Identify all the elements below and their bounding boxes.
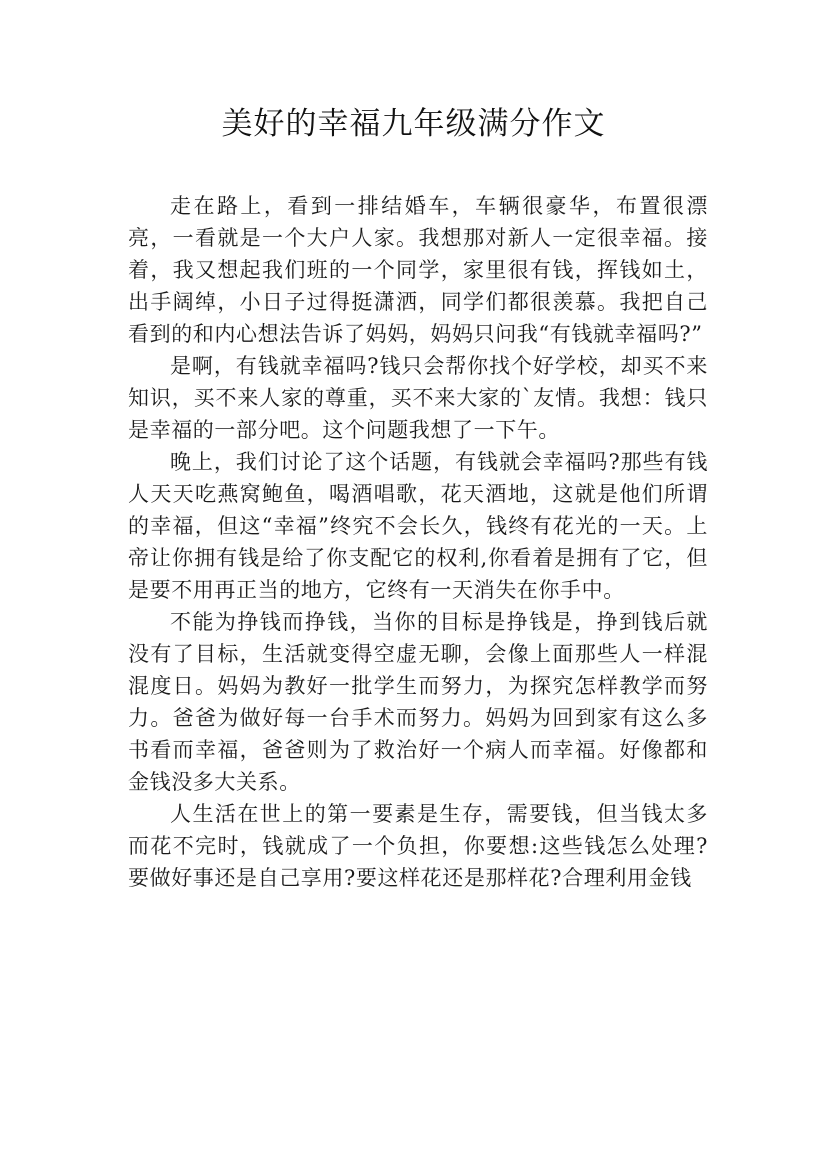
paragraph: 人生活在世上的第一要素是生存，需要钱，但当钱太多而花不完时，钱就成了一个负担，你要想:这些钱怎么处理?要做好事还是自己享用?要这样花还是那样花?合理利用金钱 bbox=[128, 802, 708, 890]
paragraph: 走在路上，看到一排结婚车，车辆很豪华，布置很漂亮，一看就是一个大户人家。我想那对新人一定很幸福。接着，我又想起我们班的一个同学，家里很有钱，挥钱如土，出手阔绰，小日子过得挺潇洒，同学们都很羡慕。我把自己看到的和内心想法告诉了妈妈，妈妈只问我“有钱就幸福吗?” bbox=[128, 194, 708, 346]
document-title: 美好的幸福九年级满分作文 bbox=[221, 106, 606, 142]
paragraph: 是啊，有钱就幸福吗?钱只会帮你找个好学校，却买不来知识，买不来人家的尊重，买不来大家的`友情。我想：钱只是幸福的一部分吧。这个问题我想了一下午。 bbox=[128, 354, 708, 442]
paragraph: 不能为挣钱而挣钱，当你的目标是挣钱是，挣到钱后就没有了目标，生活就变得空虚无聊，会像上面那些人一样混混度日。妈妈为教好一批学生而努力，为探究怎样教学而努力。爸爸为做好每一台手术而努力。妈妈为回到家有这么多书看而幸福，爸爸则为了救治好一个病人而幸福。好像都和金钱没多大关系。 bbox=[128, 610, 708, 794]
document-body bbox=[128, 190, 708, 894]
paragraph: 晚上，我们讨论了这个话题，有钱就会幸福吗?那些有钱人天天吃燕窝鲍鱼，喝酒唱歌，花天酒地，这就是他们所谓的幸福，但这“幸福”终究不会长久，钱终有花光的一天。上帝让你拥有钱是给了你支配它的权利,你看着是拥有了它，但是要不用再正当的地方，它终有一天消失在你手中。 bbox=[128, 450, 708, 602]
